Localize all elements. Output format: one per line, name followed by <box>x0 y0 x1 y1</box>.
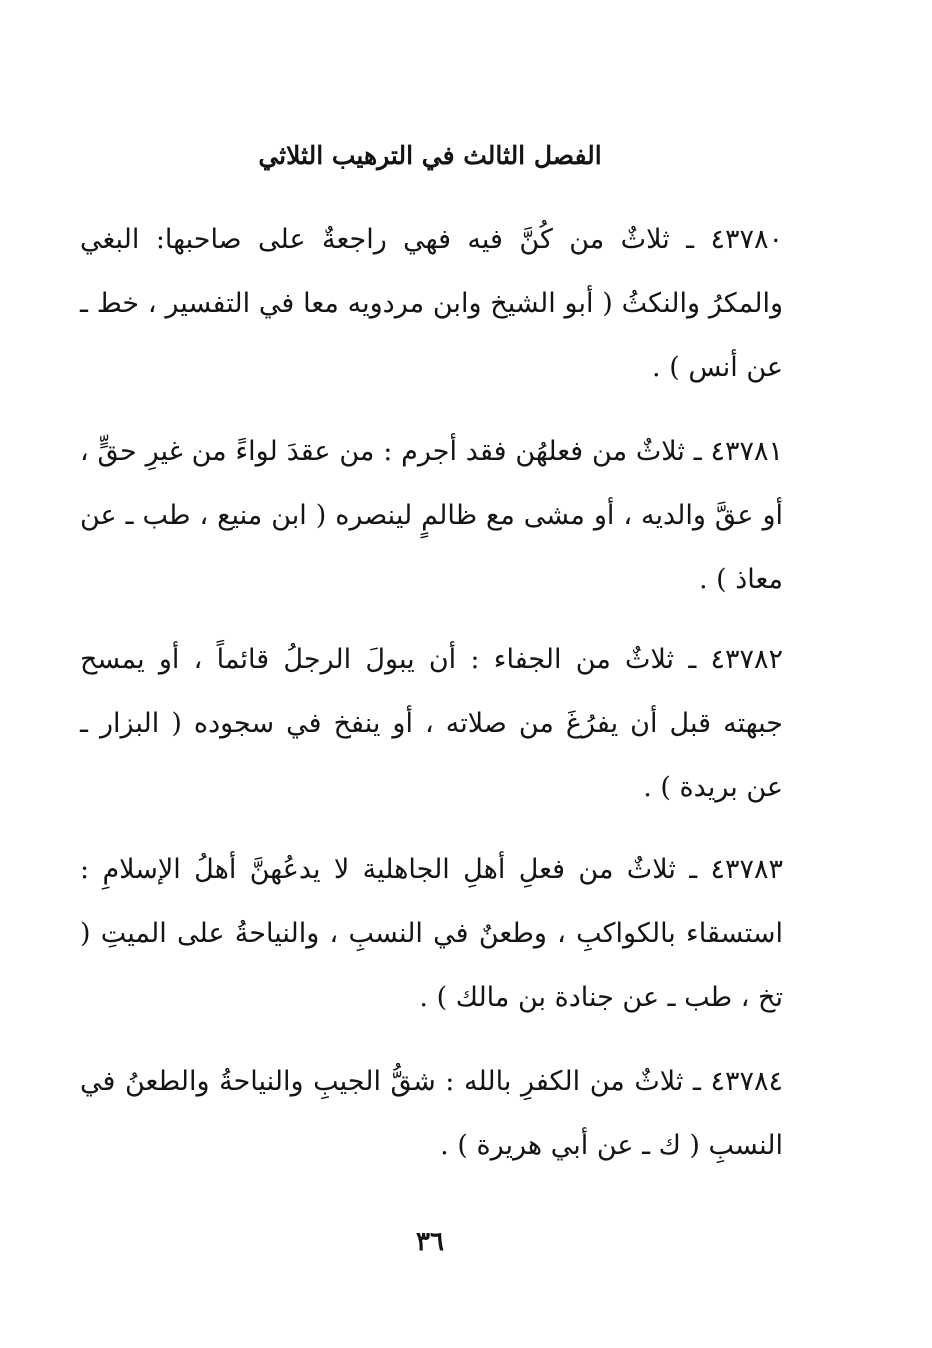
hadith-text: ثلاثٌ من فعلِ أهلِ الجاهلية لا يدعُهنَّ أهلُ الإسلامِ : استسقاء بالكواكبِ ، وطعنٌ في النسبِ ، والنياحةُ على الميتِ ( تخ ، طب ـ عن جنادة بن مالك ) . <box>80 854 783 1013</box>
hadith-entry <box>80 628 783 820</box>
hadith-separator: ـ <box>674 644 711 675</box>
hadith-entry <box>80 1050 783 1178</box>
hadith-text: ثلاثٌ من كُنَّ فيه فهي راجعةٌ على صاحبها: البغي والمكرُ والنكثُ ( أبو الشيخ وابن مردويه معا في التفسير ، خط ـ عن أنس ) . <box>80 224 783 383</box>
hadith-separator: ـ <box>675 854 711 885</box>
hadith-separator: ـ <box>669 224 711 255</box>
hadith-entry <box>80 420 783 612</box>
hadith-number: ٤٣٧٨٢ <box>710 644 783 675</box>
chapter-title: الفصل الثالث في الترهيب الثلاثي <box>258 141 602 170</box>
hadith-number: ٤٣٧٨٠ <box>710 224 783 255</box>
hadith-number: ٤٣٧٨٤ <box>710 1066 784 1097</box>
hadith-separator: ـ <box>684 436 711 467</box>
hadith-number: ٤٣٧٨١ <box>710 436 783 467</box>
hadith-entry <box>80 208 783 400</box>
page-number: ٣٦ <box>416 1227 444 1257</box>
hadith-text: ثلاثٌ من الجفاء : أن يبولَ الرجلُ قائماً ، أو يمسح جبهته قبل أن يفرُغَ من صلاته ، أو ينفخ في سجوده ( البزار ـ عن بريدة ) . <box>80 644 783 803</box>
hadith-entry <box>80 838 783 1030</box>
hadith-text: ثلاثٌ من فعلهُن فقد أجرم : من عقدَ لواءً من غيرِ حقٍّ ، أو عقَّ والديه ، أو مشى مع ظالمٍ لينصره ( ابن منيع ، طب ـ عن معاذ ) . <box>80 436 783 595</box>
hadith-text: ثلاثٌ من الكفرِ بالله : شقُّ الجيبِ والنياحةُ والطعنُ في النسبِ ( ك ـ عن أبي هريرة ) . <box>80 1066 783 1161</box>
hadith-number: ٤٣٧٨٣ <box>710 854 783 885</box>
hadith-separator: ـ <box>683 1066 711 1097</box>
